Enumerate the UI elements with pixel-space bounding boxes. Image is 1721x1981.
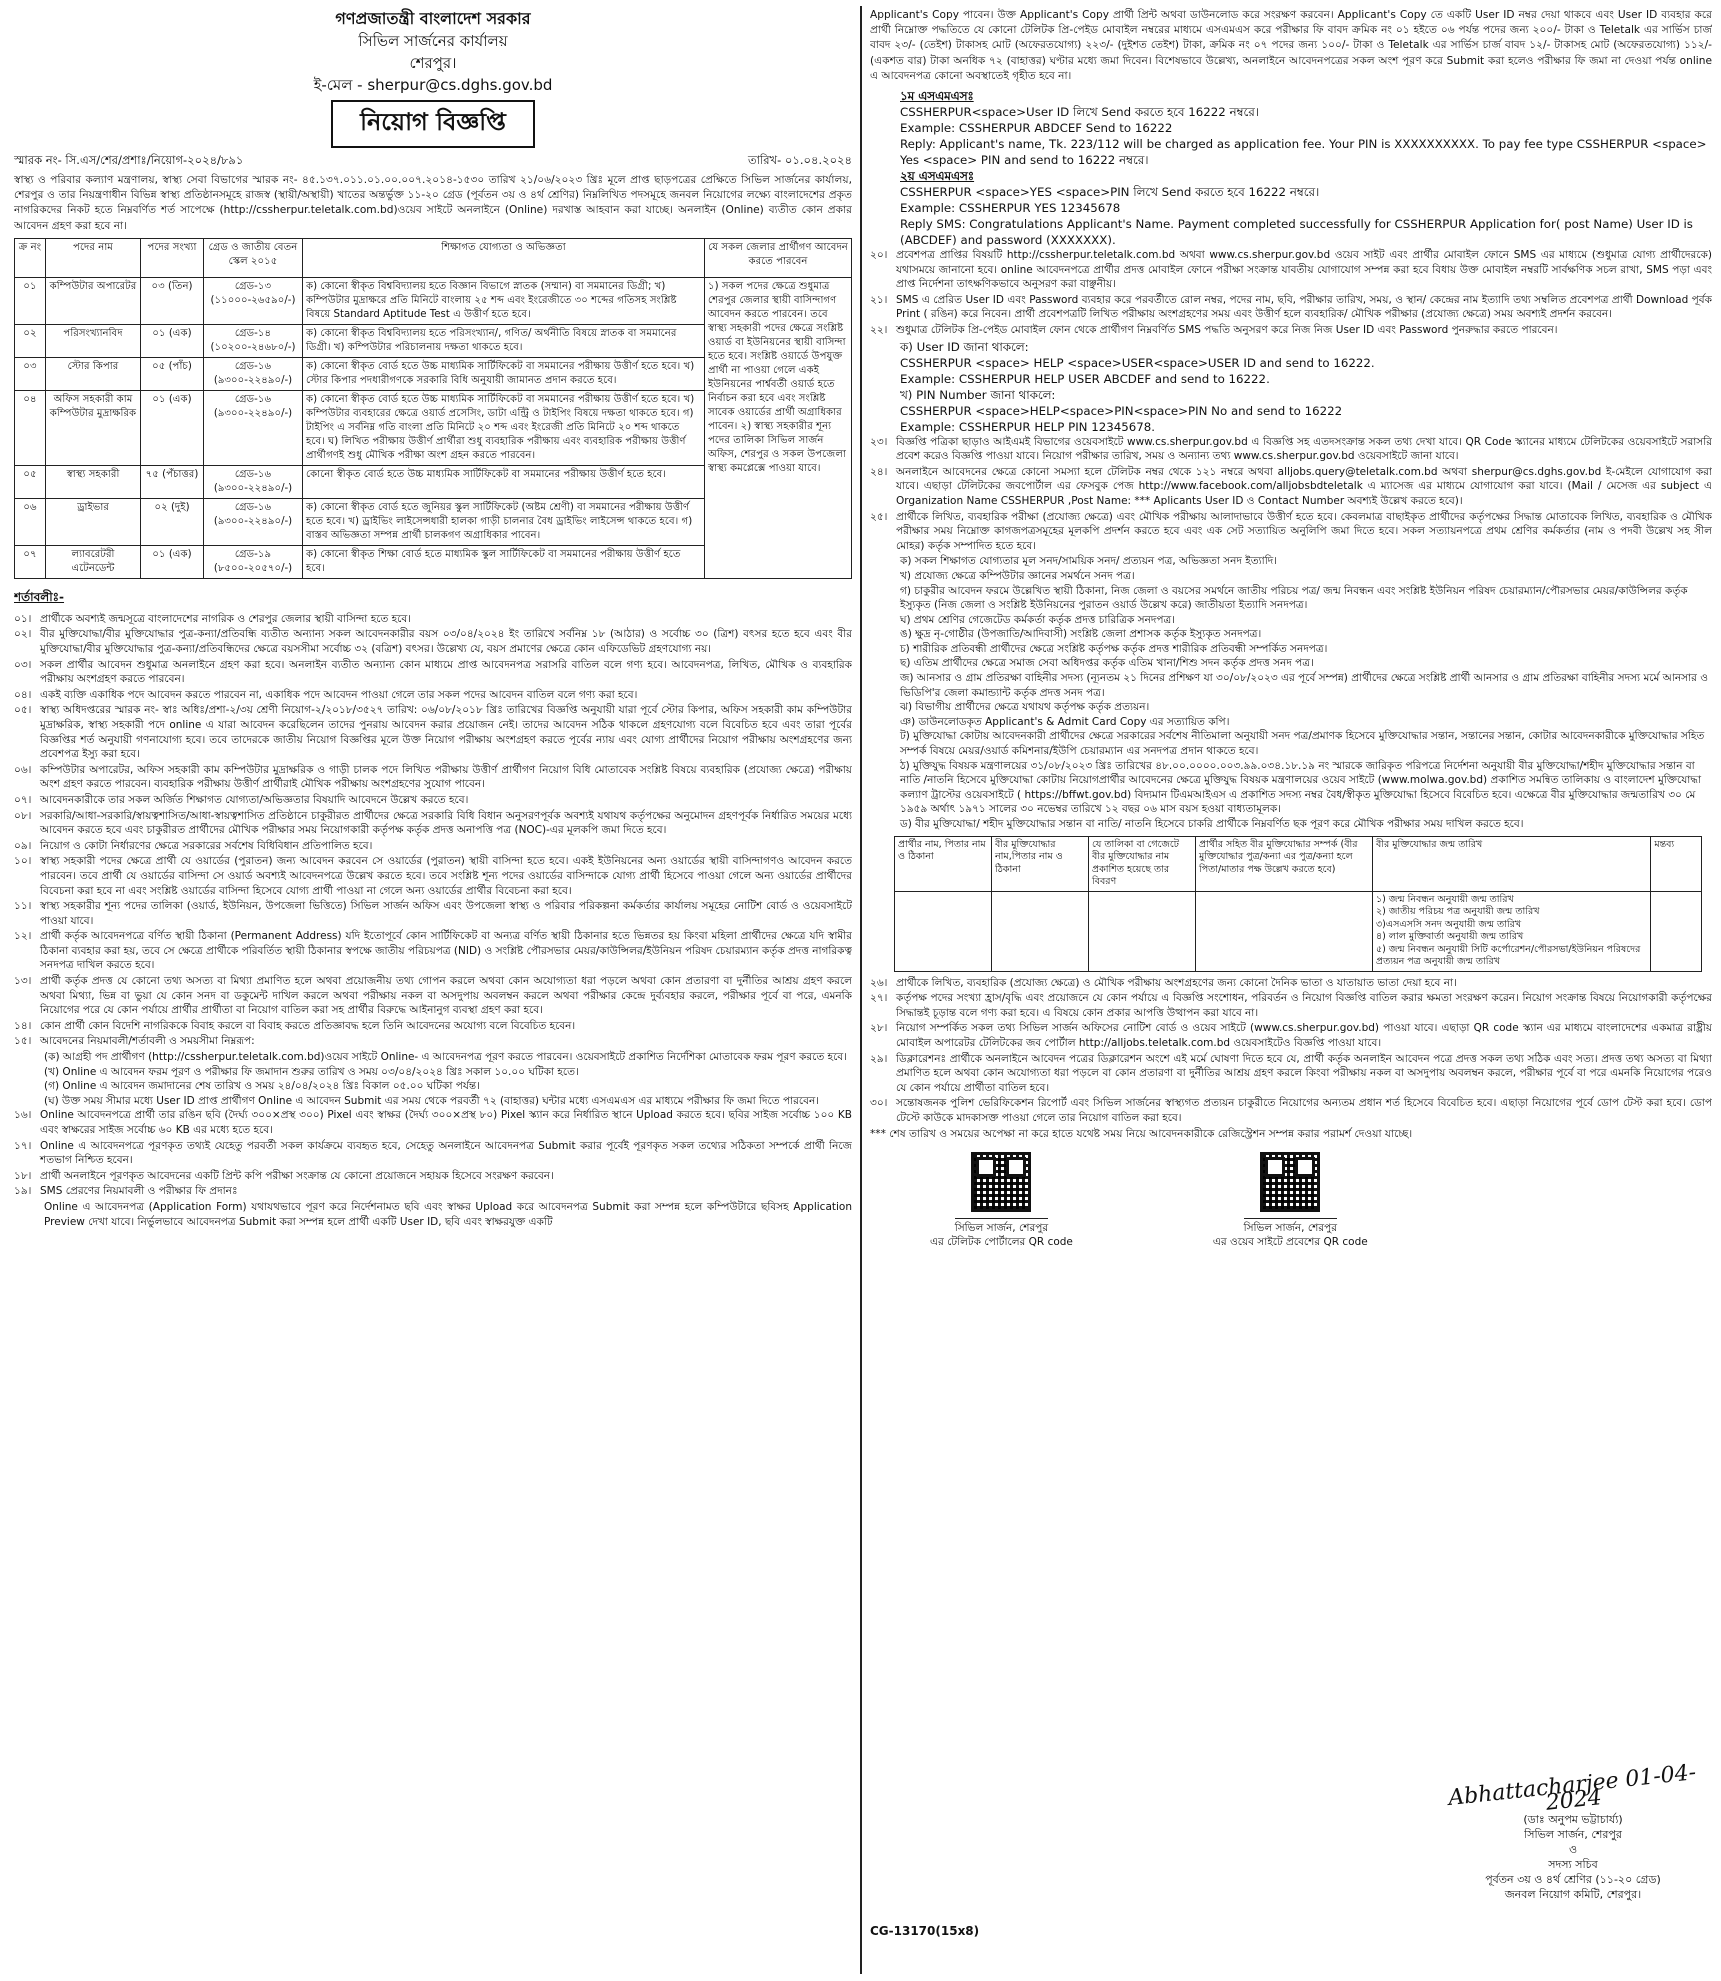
- sms-line: Reply: Applicant's name, Tk. 223/112 will be charged as application fee. Your PIN is XXXXXXXXXX. To pay fee type CSSHERPUR <space> Yes <space> PIN and send to 16222 নম্বরে।: [900, 137, 1707, 168]
- condition-text: নিয়োগ সম্পর্কিত সকল তথ্য সিভিল সার্জন অফিসের নোটিশ বোর্ড ও ওয়েব সাইটে (www.cs.sherpur.gov.bd) পাওয়া যাবে। এছাড়া QR code স্ক্যান এর মাধ্যমে বাংলাদেশের একমাত্র রাষ্ট্রীয় মোবাইল অপারেটর টেলিটকের জব পোর্টাল http://alljobs.teletalk.com.bd ওয়েবসাইটেও বিজ্ঞপ্তি পাওয়া যাবে।: [896, 1022, 1712, 1049]
- condition-text: নিয়োগ ও কোটা নির্ধারণের ক্ষেত্রে সরকারের সর্বশেষ বিধিবিধান প্রতিপালিত হবে।: [40, 839, 373, 852]
- condition-text: ডিক্লারেশনঃ প্রার্থীকে অনলাইনে আবেদন পত্রের ডিক্লারেশন অংশে এই মর্মে ঘোষণা দিতে হবে যে, প্রার্থী কর্তৃক অনলাইন আবেদন পত্রে প্রদত্ত সকল তথ্য সঠিক এবং সত্য। প্রদত্ত তথ্য অসত্য বা মিথ্যা প্রমাণিত হলে অথবা কোন অযোগ্যতা ধরা পড়লে বা কোন প্রতারণা বা দুর্নীতির আশ্রয় গ্রহণ করলে কিংবা পরীক্ষায় নকল বা অসদুপায় অবলম্বন করলে, পরীক্ষার পূর্বে বা পরে এমনকি নিয়োগের পরেও যে কোন পর্যায়ে প্রার্থীতা বাতিল হবে।: [896, 1052, 1712, 1094]
- document-item: জ) আনসার ও গ্রাম প্রতিরক্ষা বাহিনীর সদস্য (ন্যূনতম ২১ দিনের প্রশিক্ষণ যা ৩০/০৮/২০২৩ এর পূর্বে সম্পন্ন) প্রার্থীদের ক্ষেত্রে সংশ্লিষ্ট প্রার্থী আনসার ও গ্রাম প্রতিরক্ষা বাহিনীর সদস্য মর্মে আনসার ও ভিডিপি'র জেলা কমান্ড্যান্ট কর্তৃক প্রদত্ত সনদ পত্র।: [900, 672, 1708, 699]
- condition-number: ২৫।: [870, 510, 888, 523]
- condition-text: Online এ আবেদনপত্রে পূরণকৃত তথ্যই যেহেতু পরবর্তী সকল কার্যক্রমে ব্যবহৃত হবে, সেহেতু অনলাইনে আবেদনপত্র Submit করার পূর্বেই পূরণকৃত সকল তথ্যের সঠিকতা সম্পর্কে প্রার্থী নিজে শতভাগ নিশ্চিত হবেন।: [40, 1139, 852, 1167]
- office-email: ই-মেল - sherpur@cs.dghs.gov.bd: [313, 76, 553, 94]
- condition-number: ০৩।: [14, 658, 32, 671]
- ff-col-3: যে তালিকা বা গেজেটে বীর মুক্তিযোদ্ধার নাম প্রকাশিত হয়েছে তার বিবরণ: [1089, 836, 1196, 891]
- condition-item: [870, 510, 1712, 554]
- document-item: গ) চাকুরীর আবেদন ফরমে উল্লেখিত স্থায়ী ঠিকানা, নিজ জেলা ও বয়সের সমর্থনে জাতীয় পরিচয় পত্র/ জন্ম নিবন্ধন এবং সংশ্লিষ্ট ইউনিয়ন পরিষদ চেয়ারম্যান/পৌরসভার মেয়র/কাউন্সিলর কর্তৃক ইস্যুকৃত (নিজ জেলা ও সংশ্লিষ্ট ইউনিয়নের পুরাতন ওয়ার্ড উল্লেখ করে) জাতীয়তা ইত্যাদি সনদপত্র।: [900, 584, 1688, 612]
- posts-table-header: [15, 238, 852, 277]
- condition-number: ২৩।: [870, 435, 888, 448]
- recovery-line: খ) PIN Number জানা থাকলে:: [900, 387, 1056, 402]
- committee-line1: পূর্বতন ৩য় ও ৪র্থ শ্রেণির (১১-২০ গ্রেড): [1485, 1873, 1661, 1886]
- condition-item: [14, 1169, 852, 1184]
- col-grade: গ্রেড ও জাতীয় বেতন স্কেল ২০১৫: [204, 238, 303, 277]
- condition-number: ২০।: [870, 249, 888, 262]
- condition-number: ২৯।: [870, 1052, 888, 1065]
- post-qualification: ক) কোনো স্বীকৃত বোর্ড হতে উচ্চ মাধ্যমিক সার্টিফিকেট বা সমমানের পরীক্ষায় উত্তীর্ণ হতে হবে। খ) স্টোর কিপার পদধারীগণকে সরকারি বিধি অনুযায়ী জামানত প্রদান করতে হবে।: [303, 357, 705, 390]
- condition-text: প্রার্থীকে অবশ্যই জন্মসূত্রে বাংলাদেশের নাগরিক ও শেরপুর জেলার স্থায়ী বাসিন্দা হতে হবে।: [40, 612, 411, 625]
- condition-item: [14, 1108, 852, 1137]
- post-count: ০১ (এক): [141, 324, 204, 357]
- documents-list: [870, 554, 1712, 831]
- condition-item: [870, 323, 1712, 338]
- condition-item: [14, 1019, 852, 1034]
- condition-number: ০৮।: [14, 809, 32, 822]
- condition-number: ০৬।: [14, 763, 32, 776]
- document-item: খ) প্রযোজ্য ক্ষেত্রে কম্পিউটার জ্ঞানের সমর্থনে সনদ পত্র।: [900, 569, 1135, 582]
- post-qualification: কোনো স্বীকৃত বোর্ড হতে উচ্চ মাধ্যমিক সার্টিফিকেট বা সমমানের পরীক্ষায় উত্তীর্ণ হতে হবে।: [303, 465, 705, 498]
- condition-item: [14, 839, 852, 854]
- condition-number: ১২।: [14, 930, 32, 943]
- condition-text: বীর মুক্তিযোদ্ধা/বীর মুক্তিযোদ্ধার পুত্র-কন্যা/প্রতিবন্ধি ব্যতীত অন্যান্য সকল আবেদনকারীর বয়স ০৩/০৪/২০২৪ ইং তারিখে সর্বনিম্ন ১৮ (আঠার) ও সর্বোচ্চ ৩০ (ত্রিশ) বৎসর হতে হবে এবং বীর মুক্তিযোদ্ধা/বীর মুক্তিযোদ্ধার পুত্র-কন্যা/প্রতিবন্ধিদের ক্ষেত্রে বয়সসীমা সর্বোচ্চ ৩২ (বত্রিশ) বৎসর। উল্লেখ্য যে, বয়স প্রমাণের ক্ষেত্রে কোন এফিডেভিট গ্রহণযোগ্য নয়।: [40, 628, 852, 655]
- signatory-and: ও: [1568, 1843, 1578, 1856]
- post-name: অফিস সহকারী কাম কম্পিউটার মুদ্রাক্ষরিক: [46, 390, 141, 465]
- signature-scribble: Abhattacharjee 01-04-2024: [1447, 1760, 1698, 1816]
- recovery-line: Example: CSSHERPUR HELP PIN 12345678.: [900, 419, 1156, 434]
- condition-text: প্রার্থীকে লিখিত, ব্যবহারিক পরীক্ষা (প্রযোজ্য ক্ষেত্রে) এবং মৌখিক পরীক্ষায় আলাদাভাবে উত্তীর্ণ হতে হবে। কেবলমাত্র বাছাইকৃত প্রার্থীদের কর্তৃপক্ষের সিদ্ধান্ত মোতাবেক লিখিত, ব্যবহারিক ও মৌখিক পরীক্ষার সময় নিম্নোক্ত কাগজপত্রসমূহের মূলকপি প্রদর্শন করতে হবে এবং এক সেট সত্যায়িত অনুলিপি জমা দিতে হবে। সকল সত্যায়নপত্রে প্রথম শ্রেণির কর্মকর্তার (নাম ও পদবী উল্লেখ সহ সীল মোহর) কর্তৃক সম্পাদিত হতে হবে।: [896, 510, 1712, 552]
- post-sl: ০৩: [15, 357, 46, 390]
- sms-intro-paragraph: Online এ আবেদনপত্র (Application Form) যথাযথভাবে পূরণ করে নির্দেশনামত ছবি এবং স্বাক্ষর Upload করে আবেদনপত্র Submit করা সম্পন্ন হলে কম্পিউটারে ছবিসহ Application Preview দেখা যাবে। নির্ভুলভাবে আবেদনপত্র Submit করা সম্পন্ন হলে প্রার্থী একটি User ID, ছবি এবং স্বাক্ষরযুক্ত একটি: [44, 1200, 852, 1228]
- post-sl: ০৬: [15, 498, 46, 545]
- fee-paragraph: Applicant's Copy পাবেন। উক্ত Applicant's Copy প্রার্থী প্রিন্ট অথবা ডাউনলোড করে সংরক্ষণ করবেন। Applicant's Copy তে একটি User ID নম্বর দেয়া থাকবে এবং User ID ব্যবহার করে প্রার্থী নিম্নোক্ত পদ্ধতিতে যে কোনো টেলিটক প্রি-পেইড মোবাইল নম্বরের মাধ্যমে এসএমএস করে পরীক্ষার ফি বাবদ ক্রমিক নং ০১ হইতে ০৬ পর্যন্ত পদের জন্য ২০০/- টাকা ও Teletalk এর সার্ভিস চার্জ বাবদ ২৩/- (তেইশ) টাকাসহ মোট (অফেরতযোগ্য) ২২৩/- (দুইশত তেইশ) টাকা, ক্রমিক নং ০৭ পদের জন্য ১০০/- টাকা ও Teletalk এর সার্ভিস চার্জ বাবদ ১২/- টাকাসহ মোট (অফেরতযোগ্য) ১১২/-(একশত বার) টাকা অনধিক ৭২ (বাহাত্তর) ঘণ্টার মধ্যে জমা দিবেন। বিশেষভাবে উল্লেখ্য, অনলাইনে আবেদনপত্রের সকল অংশ পূরণ করে Submit করা হলেও পরীক্ষার ফি জমা না দেওয়া পর্যন্ত online এ আবেদনপত্র কোনো অবস্থাতেই গৃহীত হবে না।: [870, 9, 1712, 82]
- document-item: ড) বীর মুক্তিযোদ্ধা/ শহীদ মুক্তিযোদ্ধার সন্তান বা নাতি/ নাতনি হিসেবে চাকরি প্রার্থীকে নিম্নবর্ণিত ছক পূরণ করে মৌখিক পরীক্ষার সময় দাখিল করতে হবে।: [900, 818, 1524, 831]
- posts-table-body: [15, 277, 852, 578]
- column-divider: [860, 6, 862, 1974]
- post-count: ৭৫ (পঁচাত্তর): [141, 465, 204, 498]
- document-item: ঞ) ডাউনলোডকৃত Applicant's & Admit Card Copy এর সত্যায়িত কপি।: [900, 715, 1230, 728]
- condition-number: ১৩।: [14, 975, 32, 988]
- col-qualification: শিক্ষাগত যোগ্যতা ও অভিজ্ঞতা: [303, 238, 705, 277]
- condition-text: কোন প্রার্থী কোন বিদেশি নাগরিককে বিবাহ করলে বা বিবাহ করতে প্রতিজ্ঞাবদ্ধ হলে তিনি আবেদনের অযোগ্য বলে বিবেচিত হবেন।: [40, 1019, 576, 1032]
- post-grade: গ্রেড-১৬ (৯৩০০-২২৪৯০/-): [204, 465, 303, 498]
- post-count: ০১ (এক): [141, 545, 204, 578]
- ad-code: CG-13170(15x8): [870, 1924, 980, 1938]
- posts-table: [14, 238, 852, 579]
- condition-text: Online আবেদনপত্রে প্রার্থী তার রঙিন ছবি (দৈর্ঘ্য ৩০০×প্রস্থ ৩০০) Pixel এবং স্বাক্ষর (দৈর্ঘ্য ৩০০×প্রস্থ ৮০) Pixel স্ক্যান করে নির্ধারিত স্থানে Upload করতে হবে। ছবির সাইজ সর্বোচ্চ ১০০ KB এবং স্বাক্ষরের সাইজ সর্বোচ্চ ৬০ KB এর মধ্যে হতে হবে।: [40, 1109, 852, 1136]
- condition-item: [14, 1034, 852, 1049]
- ff-col-4: প্রার্থীর সহিত বীর মুক্তিযোদ্ধার সম্পর্ক (বীর মুক্তিযোদ্ধার পুত্র/কন্যা এর পুত্র/কন্যা হলে পিতা/মাতার পক্ষ উল্লেখ করতে হবে): [1196, 836, 1373, 891]
- post-count: ০২ (দুই): [141, 498, 204, 545]
- document-item: ছ) এতিম প্রার্থীদের ক্ষেত্রে সমাজ সেবা অধিদপ্তর কর্তৃক এতিম খানা/শিশু সদন কর্তৃক প্রদত্ত সনদ পত্র।: [900, 657, 1314, 670]
- document-item: ঝ) বিভাগীয় প্রার্থীদের ক্ষেত্রে যথাযথ কর্তৃপক্ষ কর্তৃক প্রত্যয়ন।: [900, 701, 1150, 714]
- dob-item: ৪) লাল মুক্তিবার্তা অনুযায়ী জন্ম তারিখ: [1376, 931, 1524, 943]
- ff-cell-empty: [1196, 891, 1373, 971]
- condition-text: সকল প্রার্থীর আবেদন শুধুমাত্র অনলাইনে গ্রহণ করা হবে। অনলাইন ব্যতীত অন্যান্য কোন মাধ্যমে প্রাপ্ত আবেদনপত্র সরাসরি বাতিল বলে গণ্য হবে। আবেদনপত্র, লিখিত, মৌখিক ও ব্যবহারিক পরীক্ষায় অংশগ্রহণ করতে পারবেন।: [40, 658, 852, 686]
- condition-text: সরকারি/আধা-সরকারি/স্বায়ত্বশাসিত/আধা-স্বায়ত্বশাসিত প্রতিষ্ঠানে চাকুরীরত প্রার্থীদের ক্ষেত্রে সরকারি বিধি বিধান অনুসরণপূর্বক অবশ্যই যথাযথ কর্তৃপক্ষের অনুমোদন গ্রহণপূর্বক নির্ধারিত সময়ের মধ্যে আবেদন করতে হবে এবং চাকুরীরত প্রার্থীদের মৌখিক পরীক্ষার সময় নিয়োগকারী কর্তৃপক্ষ কর্তৃক প্রদত্ত অনাপত্তি পত্র (NOC)-এর মূলকপি জমা দিতে হবে।: [40, 809, 852, 837]
- recovery-line: ক) User ID জানা থাকলে:: [900, 339, 1029, 354]
- ff-cell-empty: [992, 891, 1089, 971]
- condition-number: ২৪।: [870, 465, 888, 478]
- condition-text: প্রার্থী অনলাইনে পূরণকৃত আবেদনের একটি প্রিন্ট কপি পরীক্ষা সংক্রান্ত যে কোনো প্রয়োজনে সহায়ক হিসেবে সংরক্ষণ করবেন।: [40, 1169, 554, 1182]
- qr-code-icon[interactable]: [971, 1152, 1031, 1212]
- application-step: (ক) আগ্রহী পদ প্রার্থীগণ (http://cssherpur.teletalk.com.bd)ওয়েব সাইটে Online- এ আবেদনপত্র পূরণ করতে পারবেন। ওয়েবসাইটে প্রকাশিত নির্দেশিকা মোতাবেক ফরম পূরণ করতে হবে।: [44, 1051, 847, 1064]
- condition-text: কর্তৃপক্ষ পদের সংখ্যা হ্রাস/বৃদ্ধি এবং প্রয়োজনে যে কোন পর্যায়ে এ বিজ্ঞপ্তি সংশোধন, পরিবর্তন ও নিয়োগ বিজ্ঞপ্তি বাতিল করার ক্ষমতা সংরক্ষণ করেন। নিয়োগ সংক্রান্ত বিষয়ে নিয়োগকারী কর্তৃপক্ষের সিদ্ধান্তই চূড়ান্ত বলে গণ্য করা হবে। এ বিষয়ে কোন প্রকার আপত্তি উত্থাপন করা যাবে না।: [896, 992, 1712, 1019]
- condition-number: ১৯।: [14, 1185, 32, 1198]
- condition-number: ০১।: [14, 612, 32, 625]
- condition-number: ১৮।: [14, 1169, 32, 1182]
- recovery-line: CSSHERPUR <space> HELP <space>USER<space>USER ID and send to 16222.: [900, 355, 1375, 370]
- post-grade: গ্রেড-১৬ (৯৩০০-২২৪৯০/-): [204, 498, 303, 545]
- post-grade: গ্রেড-১৬ (৯৩০০-২২৪৯০/-): [204, 390, 303, 465]
- post-qualification: ক) কোনো স্বীকৃত শিক্ষা বোর্ড হতে মাধ্যমিক স্কুল সার্টিফিকেট বা সমমানের পরীক্ষায় উত্তীর্ণ হতে হবে।: [303, 545, 705, 578]
- document-item: ক) সকল শিক্ষাগত যোগ্যতার মূল সনদ/সাময়িক সনদ/ প্রত্যয়ন পত্র, অভিজ্ঞতা সনদ ইত্যাদি।: [900, 555, 1277, 568]
- condition-text: প্রার্থী কর্তৃক প্রদত্ত যে কোনো তথ্য অসত্য বা মিথ্যা প্রমাণিত হলে অথবা প্রয়োজনীয় তথ্য গোপন করলে অথবা কোন অযোগ্যতা ধরা পড়লে অথবা কোন প্রতারণা বা দুর্নীতির আশ্রয় গ্রহণ করলে অথবা মিথ্যা, ভিন্ন বা ভুয়া যে কোন সনদ বা ডকুমেন্ট দাখিল করলে অথবা পরীক্ষায় নকল বা অসদুপায় অবলম্বন করলে অথবা পরীক্ষার কেন্দ্রে দুর্ব্যবহার করলে, পরীক্ষার পূর্বে বা পরে, এমনকি নিয়োগের পরে যে কোন পর্যায়ে প্রার্থীর প্রার্থীতা বা নিয়োগ বাতিল করা সহ প্রার্থীর বিরুদ্ধে আইনানুগ ব্যবস্থা গ্রহণ করা হবে।: [40, 975, 852, 1017]
- signature-block: [1447, 1760, 1698, 1902]
- sms-line: Example: CSSHERPUR ABDCEF Send to 16222: [900, 121, 1173, 136]
- condition-item: [870, 248, 1712, 292]
- qr-website: [1213, 1152, 1368, 1249]
- condition-item: [14, 703, 852, 761]
- condition-item: [870, 991, 1712, 1020]
- ff-dob-cell: [1373, 891, 1651, 971]
- application-step: (গ) Online এ আবেদন জমাদানের শেষ তারিখ ও সময় ২৪/০৪/২০২৪ খ্রিঃ বিকাল ০৫.০০ ঘটিকা পর্যন্ত।: [44, 1080, 480, 1093]
- post-grade: গ্রেড-১৯ (৮৫০০-২০৫৭০/-): [204, 545, 303, 578]
- condition-number: ০৭।: [14, 793, 32, 806]
- conditions-list-3: [870, 248, 1712, 338]
- condition-number: ২১।: [870, 293, 888, 306]
- condition-item: [14, 974, 852, 1018]
- footnote: *** শেষ তারিখ ও সময়ের অপেক্ষা না করে হাতে যথেষ্ট সময় নিয়ে আবেদনকারীকে রেজিস্ট্রেশন সম্পন্ন করার পরামর্শ দেওয়া যাচ্ছে।: [870, 1127, 1413, 1140]
- post-name: পরিসংখ্যানবিদ: [46, 324, 141, 357]
- condition-item: [14, 763, 852, 792]
- condition-item: [14, 627, 852, 656]
- signatory-designation: সিভিল সার্জন, শেরপুর: [1524, 1828, 1622, 1841]
- conditions-list: [14, 612, 852, 1049]
- col-sl: ক্র নং: [15, 238, 46, 277]
- condition-text: অনলাইনে আবেদনের ক্ষেত্রে কোনো সমস্যা হলে টেলিটক নম্বর থেকে ১২১ নম্বরে অথবা alljobs.query@teletalk.com.bd অথবা sherpur@cs.dghs.gov.bd ই-মেইলে যোগাযোগ করা যাবে। এছাড়া টেলিটকের জবপোর্টাল এর ফেসবুক পেজ http://www.facebook.com/alljobsbdteletalk এ ম্যাসেজ এর মাধ্যমে যোগাযোগ করা যাবে। (Mail / মেসেজ এর subject এ Organization Name CSSHERPUR ,Post Name: *** Aplicants User ID ও Contact Number অবশ্যই উল্লেখ করতে হবে)।: [896, 465, 1712, 507]
- left-column: [14, 8, 852, 1976]
- condition-item: [14, 929, 852, 973]
- qr2-line1: সিভিল সার্জন, শেরপুর: [1244, 1218, 1337, 1235]
- post-row: [15, 277, 852, 324]
- condition-text: SMS প্রেরণের নিয়মাবলী ও পরীক্ষার ফি প্রদানঃ: [40, 1185, 238, 1198]
- condition-number: ১৬।: [14, 1109, 32, 1122]
- freedom-fighter-table: [894, 836, 1702, 972]
- condition-text: SMS এ প্রেরিত User ID এবং Password ব্যবহার করে পরবর্তীতে রোল নম্বর, পদের নাম, ছবি, পরীক্ষার তারিখ, সময়, ও স্থান/ কেন্দ্রের নাম ইত্যাদি তথ্য সম্বলিত প্রবেশপত্র প্রার্থী Download পূর্বক Print ( রঙিন) করে নিবেন। প্রার্থী প্রবেশপত্রটি লিখিত পরীক্ষায় অংশগ্রহণের সময় এবং উত্তীর্ণ হলে ব্যবহারিক/ মৌখিক পরীক্ষার (প্রযোজ্য ক্ষেত্রে) সময় অবশ্যই প্রদর্শন করবেন।: [896, 293, 1712, 321]
- post-sl: ০১: [15, 277, 46, 324]
- sms-line: Example: CSSHERPUR YES 12345678: [900, 201, 1121, 216]
- ff-body-row: [895, 891, 1702, 971]
- ff-col-1: প্রার্থীর নাম, পিতার নাম ও ঠিকানা: [895, 836, 992, 891]
- qr1-line1: সিভিল সার্জন, শেরপুর: [955, 1218, 1048, 1235]
- condition-text: প্রবেশপত্র প্রাপ্তির বিষয়টি http://cssherpur.teletalk.com.bd অথবা www.cs.sherpur.gov.bd ওয়েব সাইট এবং প্রার্থীর মোবাইল ফোনে SMS এর মাধ্যমে (শুধুমাত্র যোগ্য প্রার্থীদেরকে) যথাসময়ে জানানো হবে। online আবেদনপত্রে প্রার্থীর প্রদত্ত মোবাইল ফোনে পরীক্ষা সংক্রান্ত যাবতীয় যোগাযোগ সম্পন্ন করা হবে বিধায় উক্ত মোবাইল নম্বরটি সার্বক্ষণিক সচল রাখা, SMS পড়া এবং প্রাপ্ত নির্দেশনা তাৎক্ষণিকভাবে অনুসরণ করা বাঞ্ছনীয়।: [896, 249, 1712, 291]
- sms-section: [870, 88, 1712, 248]
- post-qualification: ক) কোনো স্বীকৃত বোর্ড হতে উচ্চ মাধ্যমিক সার্টিফিকেট বা সমমানের পরীক্ষায় উত্তীর্ণ হতে হবে। খ) কম্পিউটার ব্যবহারের ক্ষেত্রে ওয়ার্ড প্রসেসিং, ডাটা এন্ট্রি ও টাইপিং বিষয়ে দক্ষতা থাকতে হবে। গ) টাইপিং এ সর্বনিম্ন গতি বাংলা প্রতি মিনিটে ২০ শব্দ এবং ইংরেজী প্রতি মিনিটে ২০ শব্দ থাকতে হবে। ঘ) লিখিত পরীক্ষায় উত্তীর্ণ প্রার্থীরা শুধু ব্যবহারিক পরীক্ষায় এবং ব্যবহারিক পরীক্ষায় উত্তীর্ণ প্রার্থীগণই শুধু মৌখিক পরীক্ষা অংশ গ্রহন করতে পারবেন।: [303, 390, 705, 465]
- sms-line: Reply SMS: Congratulations Applicant's Name. Payment completed successfully for CSSHERPUR Application for( post Name) User ID is (ABCDEF) and password (XXXXXXX).: [900, 217, 1693, 248]
- post-sl: ০৭: [15, 545, 46, 578]
- first-sms-lines: [900, 104, 1712, 168]
- ff-col-2: বীর মুক্তিযোদ্ধার নাম,পিতার নাম ও ঠিকানা: [992, 836, 1089, 891]
- second-sms-label: ২য় এসএমএসঃ: [900, 169, 975, 184]
- condition-item: [14, 1139, 852, 1168]
- condition-number: ৩০।: [870, 1097, 888, 1110]
- conditions-list-2: [14, 1108, 852, 1199]
- committee-line2: জনবল নিয়োগ কমিটি, শেরপুর।: [1504, 1888, 1642, 1901]
- application-step: (ঘ) উক্ত সময় সীমার মধ্যে User ID প্রাপ্ত প্রার্থীগণ Online এ আবেদন Submit এর সময় থেকে পরবর্তী ৭২ (বাহাত্তর) ঘন্টার মধ্যে এসএমএস এর মাধ্যমে পরীক্ষার ফি জমা দিতে পারবেন।: [44, 1094, 819, 1107]
- office-location: শেরপুর।: [409, 54, 457, 72]
- condition-number: ২৬।: [870, 976, 888, 989]
- post-qualification: ক) কোনো স্বীকৃত বিশ্ববিদ্যালয় হতে বিজ্ঞান বিভাগে স্নাতক (সম্মান) বা সমমানের ডিগ্রী; খ) কম্পিউটার মুদ্রাক্ষরে প্রতি মিনিটে বাংলায় ২৫ শব্দ এবং ইংরেজীতে ৩০ শব্দের গতিসহ সংশ্লিষ্ট বিষয়ে Standard Aptitude Test এ উত্তীর্ণ হতে হবে।: [303, 277, 705, 324]
- condition-text: স্বাস্থ্য সহকারীর শূন্য পদের তালিকা (ওয়ার্ড, ইউনিয়ন, উপজেলা ভিত্তিতে) সিভিল সার্জন অফিস এবং উপজেলা স্বাস্থ্য ও পরিবার পরিকল্পনা কর্মকর্তার কার্যালয় সমূহের নোটিশ বোর্ড ও ওয়েবসাইটে পাওয়া যাবে।: [40, 900, 852, 927]
- condition-text: প্রার্থী কর্তৃক আবেদনপত্রে বর্ণিত স্থায়ী ঠিকানা (Permanent Address) যদি ইতোপূর্বে কোন সার্টিফিকেট বা অন্যত্র বর্ণিত স্থায়ী ঠিকানার হতে ভিন্নতর হয় কিংবা মহিলা প্রার্থীদের ক্ষেত্রে যদি স্বামীর ঠিকানা ব্যবহার করা হয়, তবে সে ক্ষেত্রে প্রার্থীকে পরিবর্তিত স্থায়ী ঠিকানার স্বপক্ষে জাতীয় পরিচয়পত্র (NID) ও সংশ্লিষ্ট পৌরসভার মেয়র/কাউন্সিলর/ইউনিয়ন পরিষদ চেয়ারম্যান কর্তৃক প্রদত্ত নাগরিকত্ব সনদপত্র দাখিল করতে হবে।: [40, 930, 852, 972]
- ff-cell-empty: [1089, 891, 1196, 971]
- post-sl: ০৪: [15, 390, 46, 465]
- condition-text: বিজ্ঞপ্তি পত্রিকা ছাড়াও আইএমই বিভাগের ওয়েবসাইটে www.cs.sherpur.gov.bd এ বিজ্ঞপ্তি সহ এতদসংক্রান্ত সকল তথ্য দেখা যাবে। QR Code স্ক্যানের মাধ্যমে টেলিটকের ওয়েবসাইটে সরাসরি প্রবেশ করেও বিজ্ঞপ্তি পাওয়া যাবে। নিয়োগ পরীক্ষার তারিখ, সময় ও অন্যান্য তথ্য www.cs.sherpur.gov.bd ওয়েবসাইটে জানা যাবে।: [896, 435, 1712, 463]
- condition-item: [14, 612, 852, 627]
- signatory-member: সদস্য সচিব: [1548, 1858, 1598, 1871]
- password-recovery: [870, 339, 1712, 435]
- qr1-line2: এর টেলিটক পোর্টালের QR code: [930, 1235, 1073, 1248]
- dob-item: ১) জন্ম নিবন্ধন অনুযায়ী জন্ম তারিখ: [1376, 893, 1514, 905]
- condition-item: [870, 1021, 1712, 1050]
- memo-date: তারিখ- ০১.০৪.২০২৪: [747, 153, 852, 167]
- condition-text: স্বাস্থ্য সহকারী পদের ক্ষেত্রে প্রার্থী যে ওয়ার্ডের (পুরাতন) জন্য আবেদন করবেন সে ওয়ার্ডের (পুরাতন) স্থায়ী বাসিন্দা হতে হবে। একই ইউনিয়নের অন্য ওয়ার্ডের স্থায়ী বাসিন্দাগণও আবেদন করতে পারবেন। তবে প্রার্থী যে ওয়ার্ডের বাসিন্দা সে ওয়ার্ড অবশ্যই আবেদনপত্রে উল্লেখ করতে হবে। তবে সংশ্লিষ্ট শূন্য পদের ওয়ার্ডের বাসিন্দাকে যোগ্য প্রার্থী হিসেবে পাওয়া গেলে অন্য ওয়ার্ডের প্রার্থীদের বিবেচনা করা হবে না এবং সংশ্লিষ্ট ওয়ার্ডের বাসিন্দা হিসেবে যোগ্য প্রার্থী পাওয়া না গেলে অন্য ওয়ার্ডের প্রার্থীর বিবেচনা করা হবে।: [40, 855, 852, 897]
- office-name: সিভিল সার্জনের কার্যালয়: [358, 32, 508, 50]
- signatory-name: (ডাঃ অনুপম ভট্টাচার্য্য): [1523, 1813, 1623, 1826]
- post-count: ০১ (এক): [141, 390, 204, 465]
- intro-paragraph: স্বাস্থ্য ও পরিবার কল্যাণ মন্ত্রণালয়, স্বাস্থ্য সেবা বিভাগের স্মারক নং- ৪৫.১৩৭.০১১.০১.০০.০০৭.২০১৪-১৫৩০ তারিখ ২১/০৬/২০২৩ খ্রিঃ মূলে প্রাপ্ত ছাড়পত্রের প্রেক্ষিতে সিভিল সার্জনের কার্যালয়, শেরপুর ও তার নিয়ন্ত্রণাধীন বিভিন্ন স্বাস্থ্য প্রতিষ্ঠানসমূহে রাজস্ব (স্থায়ী/অস্থায়ী) খাতের অন্তর্ভুক্ত ১১-২০ গ্রেড (পূর্বতন ৩য় ও ৪র্থ শ্রেণির) নিম্নলিখিত পদসমূহে জনবল নিয়োগের লক্ষ্যে বাংলাদেশের প্রকৃত নাগরিকদের নিকট হতে নিম্নবর্ণিত শর্ত সাপেক্ষে (http://cssherpur.teletalk.com.bd)ওয়েব সাইটে অনলাইনে (Online) দরখাস্ত আহবান করা যাচ্ছে। অনলাইন (Online) ব্যতীত কোন প্রকার আবেদন গ্রহণ করা হবে না।: [14, 174, 852, 232]
- dob-item: ৩)এসএসসি সনদ অনুযায়ী জন্ম তারিখ: [1376, 918, 1522, 930]
- reference-row: [14, 152, 852, 171]
- condition-text: প্রার্থীকে লিখিত, ব্যবহারিক (প্রযোজ্য ক্ষেত্রে) ও মৌখিক পরীক্ষায় অংশগ্রহণের জন্য কোনো দৈনিক ভাতা ও যাতায়াত ভাতা দেয়া হবে না।: [896, 976, 1457, 989]
- conditions-heading: শর্তাবলীঃ-: [14, 589, 65, 604]
- condition-item: [870, 435, 1712, 464]
- condition-item: [14, 688, 852, 703]
- application-steps: [14, 1050, 852, 1108]
- notice-title: নিয়োগ বিজ্ঞপ্তি: [331, 100, 535, 148]
- govt-name: গণপ্রজাতন্ত্রী বাংলাদেশ সরকার: [335, 9, 531, 28]
- post-districts: ১) সকল পদের ক্ষেত্রে শুধুমাত্র শেরপুর জেলার স্থায়ী বাসিন্দাগণ আবেদন করতে পারবেন। তবে স্বাস্থ্য সহকারী পদের ক্ষেত্রে সংশ্লিষ্ট ওয়ার্ড বা ইউনিয়নের স্থায়ী বাসিন্দা হতে হবে। সংশ্লিষ্ট ওয়ার্ডে উপযুক্ত প্রার্থী না পাওয়া গেলে একই ইউনিয়নের পার্শ্ববর্তী ওয়ার্ড হতে নির্বাচন করা হবে এবং সংশ্লিষ্ট সাবেক ওয়ার্ডের প্রার্থী অগ্রাধিকার পাবেন। ২) স্বাস্থ্য সহকারীর শূন্য পদের তালিকা সিভিল সার্জন অফিস, শেরপুর ও সকল উপজেলা স্বাস্থ্য কমপ্লেক্সে পাওয়া যাবে।: [705, 277, 852, 578]
- memo-number: স্মারক নং- সি.এস/শের/প্রশাঃ/নিয়োগ-২০২৪/৮৯১: [14, 153, 244, 167]
- document-item: ঘ) প্রথম শ্রেণির গেজেটেড কর্মকর্তা কর্তৃক প্রদত্ত চারিত্রিক সনদপত্র।: [900, 613, 1175, 626]
- conditions-list-4: [870, 435, 1712, 555]
- qr-codes-row: [930, 1152, 1712, 1249]
- condition-item: [14, 899, 852, 928]
- condition-number: ১৪।: [14, 1019, 32, 1032]
- conditions-list-5: [870, 976, 1712, 1126]
- condition-number: ০৯।: [14, 839, 32, 852]
- recovery-line: CSSHERPUR <space>HELP<space>PIN<space>PIN No and send to 16222: [900, 403, 1343, 418]
- condition-item: [14, 854, 852, 898]
- condition-item: [870, 976, 1712, 991]
- second-sms-lines: [900, 184, 1712, 248]
- post-name: ল্যাবরেটরী এটেনডেন্ট: [46, 545, 141, 578]
- condition-number: ২৭।: [870, 992, 888, 1005]
- condition-text: একই ব্যক্তি একাধিক পদে আবেদন করতে পারবেন না, একাধিক পদে আবেদন পাওয়া গেলে তার সকল পদের আবেদন বাতিল বলে গণ্য করা হবে।: [40, 688, 638, 701]
- document-item: চ) শারীরিক প্রতিবন্ধী প্রার্থীদের ক্ষেত্রে সংশ্লিষ্ট কর্তৃপক্ষ কর্তৃক প্রদত্ত শারীরিক প্রতিবন্ধী সম্পর্কিত সনদপত্র।: [900, 642, 1328, 655]
- application-step: (খ) Online এ আবেদন ফরম পূরণ ও পরীক্ষার ফি জমাদান শুরুর তারিখ ও সময় ০৩/০৪/২০২৪ খ্রিঃ সকাল ১০.০০ ঘটিকা হতে।: [44, 1065, 579, 1078]
- post-sl: ০৫: [15, 465, 46, 498]
- sms-line: CSSHERPUR <space>YES <space>PIN লিখে Send করতে হবে 16222 নম্বরে।: [900, 185, 1320, 200]
- first-sms-label: ১ম এসএমএসঃ: [900, 89, 974, 104]
- post-name: কম্পিউটার অপারেটর: [46, 277, 141, 324]
- col-post: পদের নাম: [46, 238, 141, 277]
- qr-code-icon[interactable]: [1260, 1152, 1320, 1212]
- letterhead: [14, 8, 852, 96]
- qr2-line2: এর ওয়েব সাইটে প্রবেশের QR code: [1212, 1235, 1368, 1248]
- post-grade: গ্রেড-১৩ (১১০০০-২৬৫৯০/-): [204, 277, 303, 324]
- ff-cell-empty: [895, 891, 992, 971]
- sms-line: CSSHERPUR<space>User ID লিখে Send করতে হবে 16222 নম্বরে।: [900, 105, 1259, 120]
- recovery-line: Example: CSSHERPUR HELP USER ABCDEF and send to 16222.: [900, 371, 1270, 386]
- qr-condition-row: [870, 435, 1712, 555]
- condition-item: [870, 1096, 1712, 1125]
- col-count: পদের সংখ্যা: [141, 238, 204, 277]
- qr-teletalk: [930, 1152, 1073, 1249]
- document-item: ঠ) মুক্তিযুদ্ধ বিষয়ক মন্ত্রণালয়ের ৩১/০৮/২০২৩ খ্রিঃ তারিখের ৪৮.০০.০০০০.০০৩.৯৯.০৩৪.১৮.১৯ নং স্মারকে জারিকৃত পরিপত্রে নির্দেশনা অনুযায়ী বীর মুক্তিযোদ্ধা/শহীদ মুক্তিযোদ্ধার সন্তান বা নাতি /নাতনি হিসেবে মুক্তিযোদ্ধা কোটায় নিয়োগপ্রার্থীর আবেদনের ক্ষেত্রে মুক্তিযুদ্ধ বিষয়ক মন্ত্রণালয়ের ওয়েব সাইটে (www.molwa.gov.bd) প্রকাশিত সমন্বিত তালিকায় ও বাংলাদেশ মুক্তিযোদ্ধা কল্যাণ ট্রাস্টের ওয়েবসাইটে ( https://bffwt.gov.bd) বিদ্যমান টিএমআইএস এ প্রকাশিত সদস্য নম্বর বৈধ/স্বীকৃত মুক্তিযোদ্ধা হিসেবে বিবেচিত হবে। এক্ষেত্রে বীর মুক্তিযোদ্ধার জন্মতারিখ ৩০ মে ১৯৫৯ অর্থাৎ ১৯৭১ সালের ৩০ নভেম্বর তারিখে ১২ বছর ০৬ মাস বয়স হওয়া বাধ্যতামূলক।: [900, 759, 1702, 816]
- ff-col-5: বীর মুক্তিযোদ্ধার জন্ম তারিখ: [1373, 836, 1651, 891]
- col-districts: যে সকল জেলার প্রার্থীগণ আবেদন করতে পারবেন: [705, 238, 852, 277]
- condition-text: সন্তোষজনক পুলিশ ভেরিফিকেশন রিপোর্ট এবং সিভিল সার্জনের স্বাস্থ্যগত প্রত্যয়ন চাকুরীতে নিয়োগের অন্যতম প্রধান শর্ত হিসেবে বিবেচিত হবে। এছাড়া নিয়োগের পূর্বে ডোপ টেস্ট করা হবে। ডোপ টেস্টে কাউকে মাদকাসক্ত পাওয়া গেলে তার নিয়োগ বাতিল করা হবে।: [896, 1097, 1712, 1124]
- condition-text: আবেদনের নিয়মাবলী/শর্তাবলী ও সময়সীমা নিম্নরূপ:: [40, 1035, 255, 1048]
- document-item: ট) মুক্তিযোদ্ধা কোটায় আবেদনকারী প্রার্থীদের ক্ষেত্রে সরকারের সর্বশেষ নীতিমালা অনুযায়ী সনদ পত্র/প্রমাণক হিসেবে মুক্তিযোদ্ধার সন্তান, সন্তানের সন্তান, কোটার আবেদনকারীকে মুক্তিযোদ্ধার সহিত সম্পর্ক বিষয়ে মেয়র/ওয়ার্ড কমিশনার/ইউপি চেয়ারম্যান এর সনদপত্র প্রদান থাকতে হবে।: [900, 730, 1705, 758]
- condition-number: ১০।: [14, 855, 32, 868]
- post-name: ড্রাইভার: [46, 498, 141, 545]
- condition-text: আবেদনকারীকে তার সকল অর্জিত শিক্ষাগত যোগ্যতা/অভিজ্ঞতার বিষয়াদি আবেদনে উল্লেখ করতে হবে।: [40, 793, 469, 806]
- condition-text: কম্পিউটার অপারেটর, অফিস সহকারী কাম কম্পিউটার মুদ্রাক্ষরিক ও গাড়ী চালক পদে লিখিত পরীক্ষায় উত্তীর্ণ প্রার্থীগণ নিয়োগ বিধি মোতাবেক সংশ্লিষ্ট বিষয়ে ব্যবহারিক (প্রযোজ্য ক্ষেত্রে) পরীক্ষায় অংশ গ্রহণ করতে পারবেন। ব্যবহারিক পরীক্ষায় উত্তীর্ণ প্রার্থীরাই মৌখিক পরীক্ষায় অংশগ্রহণের সুযোগ পাবেন।: [40, 763, 852, 791]
- ff-col-6: মন্তব্য: [1651, 836, 1702, 891]
- ff-cell-empty: [1651, 891, 1702, 971]
- condition-item: [870, 293, 1712, 322]
- condition-item: [870, 465, 1712, 509]
- condition-number: ২৮।: [870, 1022, 888, 1035]
- post-grade: গ্রেড-১৬ (৯৩০০-২২৪৯০/-): [204, 357, 303, 390]
- post-name: স্বাস্থ্য সহকারী: [46, 465, 141, 498]
- ff-header-row: [895, 836, 1702, 891]
- post-sl: ০২: [15, 324, 46, 357]
- condition-number: ০৫।: [14, 704, 32, 717]
- post-count: ০৫ (পাঁচ): [141, 357, 204, 390]
- condition-item: [14, 1184, 852, 1199]
- post-name: স্টোর কিপার: [46, 357, 141, 390]
- post-count: ০৩ (তিন): [141, 277, 204, 324]
- condition-item: [870, 1052, 1712, 1096]
- document-item: ঙ) ক্ষুদ্র নৃ-গোষ্ঠীর (উপজাতি/আদিবাসী) সংশ্লিষ্ট জেলা প্রশাসক কর্তৃক ইস্যুকৃত সনদপত্র।: [900, 628, 1262, 641]
- condition-text: শুধুমাত্র টেলিটক প্রি-পেইড মোবাইল ফোন থেকে প্রার্থীগণ নিম্নবর্ণিত SMS পদ্ধতি অনুসরণ করে নিজ নিজ User ID এবং Password পুনরুদ্ধার করতে পারবেন।: [896, 323, 1558, 336]
- right-column: [870, 8, 1712, 1976]
- post-grade: গ্রেড-১৪ (১০২০০-২৪৬৮০/-): [204, 324, 303, 357]
- condition-number: ০২।: [14, 628, 32, 641]
- condition-number: ০৪।: [14, 688, 32, 701]
- post-qualification: ক) কোনো স্বীকৃত বিশ্ববিদ্যালয় হতে পরিসংখ্যান/, গণিত/ অর্থনীতি বিষয়ে স্নাতক বা সমমানের ডিগ্রী। খ) কম্পিউটার পরিচালনায় দক্ষতা থাকতে হবে।: [303, 324, 705, 357]
- condition-number: ১৭।: [14, 1139, 32, 1152]
- condition-item: [14, 809, 852, 838]
- condition-number: ১১।: [14, 900, 32, 913]
- condition-text: স্বাস্থ্য অধিদপ্তরের স্মারক নং- স্বাঃ অধিঃ/প্রশা-২/৩য় শ্রেণী নিয়োগ-২/২০১৮/৩৫২৭ তারিখ: ০৬/০৮/২০১৮ খ্রিঃ তারিখের বিজ্ঞপ্তি অনুযায়ী যারা পূর্বে স্টোর কিপার, অফিস সহকারী কাম কম্পিউটার মুদ্রাক্ষরিক, স্বাস্থ্য সহকারী পদে online এ যারা আবেদন করেছিলেন তাদের পুনরায় আবেদন করার প্রয়োজন নেই। তাদের আবেদন সঠিক থাকলে গ্রহণযোগ্য বলে বিবেচিত হবে এবং তারা পূর্বের বিজ্ঞপ্তির শর্ত অনুযায়ী গণনাযোগ্য হবে। তবে তাদেরকে জাতীয় নিয়োগ বিজ্ঞপ্তির মূলে উক্ত নিয়োগ পরীক্ষায় অংশগ্রহণ করতে পূর্বের ন্যায় এবং যোগ্য প্রার্থীদের নিয়োগ পরীক্ষায় অংশগ্রহণের জন্য প্রবেশপত্র ইস্যু করা হবে।: [40, 704, 852, 761]
- dob-item: ৫) জন্ম নিবন্ধন অনুযায়ী সিটি কর্পোরেশন/পৌরসভা/ইউনিয়ন পরিষদের প্রত্যয়ন পত্র অনুযায়ী জন্ম তারিখ: [1376, 943, 1641, 968]
- condition-number: ২২।: [870, 323, 888, 336]
- condition-number: ১৫।: [14, 1035, 32, 1048]
- condition-item: [14, 793, 852, 808]
- condition-item: [14, 658, 852, 687]
- dob-item: ২) জাতীয় পরিচয় পত্র অনুযায়ী জন্ম তারিখ: [1376, 906, 1540, 918]
- post-qualification: ক) কোনো স্বীকৃত বোর্ড হতে জুনিয়র স্কুল সার্টিফিকেট (অষ্টম শ্রেণী) বা সমমানের পরীক্ষায় উত্তীর্ণ হতে হবে। খ) ড্রাইভিং লাইসেন্সধারী হালকা গাড়ী চালনার বৈধ ড্রাইভিং লাইসেন্স থাকতে হবে। গ) বাস্তব অভিজ্ঞতা সম্পন্ন প্রার্থী চালকগণ অগ্রাধিকার পাবেন।: [303, 498, 705, 545]
